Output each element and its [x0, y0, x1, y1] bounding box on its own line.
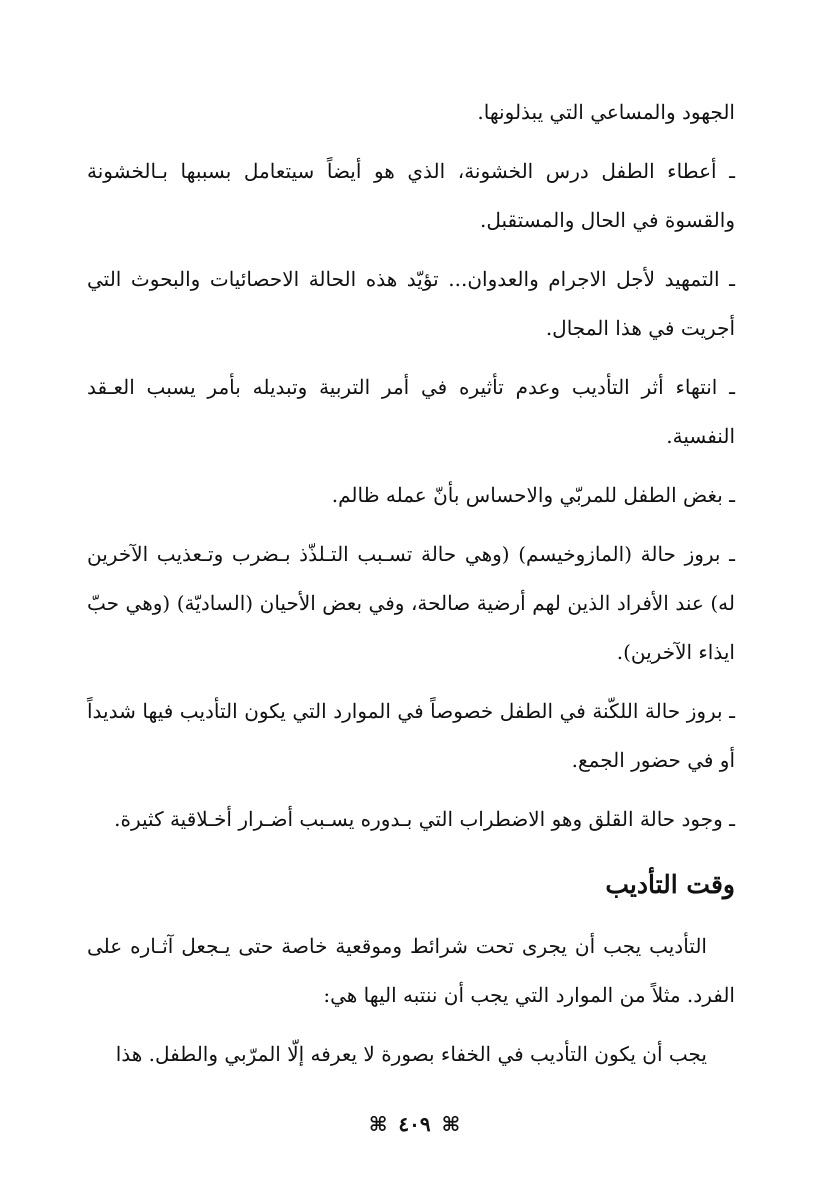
list-item-crime-preparation: ـ التمهيد لأجل الاجرام والعدوان... تؤيّد هذه الحالة الاحصائيات والبحوث التي أجريت في هذا المجال.	[87, 267, 735, 340]
list-item-masochism: ـ بروز حالة (المازوخيسم) (وهي حالة تسـبب التـلذّذ بـضرب وتـعذيب الآخرين له) عند الأفراد الذين لهم أرضية صالحة، وفي بعض الأحيان (الساديّة) (وهي حبّ ايذاء الآخرين).	[87, 542, 735, 664]
list-item-anxiety: ـ وجود حالة القلق وهو الاضطراب التي بـدوره يسـبب أضـرار أخـلاقية كثيرة.	[114, 807, 735, 831]
ornament-icon: ⌘	[368, 1112, 388, 1136]
list-item-roughness-lesson: ـ أعطاء الطفل درس الخشونة، الذي هو أيضاً سيتعامل بسببها بـالخشونة والقسوة في الحال والمستقبل.	[87, 159, 735, 232]
page-number: ٤٠٩	[398, 1112, 431, 1136]
page-footer	[0, 1112, 829, 1136]
list-item-stuttering: ـ بروز حالة اللكّنة في الطفل خصوصاً في الموارد التي يكون التأديب فيها شديداً أو في حضور الجمع.	[87, 699, 735, 772]
page-body	[87, 88, 735, 1089]
section-paragraph-intro: التأديب يجب أن يجرى تحت شرائط وموقعية خاصة حتى يـجعل آثـاره على الفرد. مثلاً من الموارد التي يجب أن ننتبه اليها هي:	[87, 934, 735, 1007]
paragraph-continuation: الجهود والمساعي التي يبذلونها.	[477, 100, 735, 124]
list-item-discipline-ineffective: ـ انتهاء أثر التأديب وعدم تأثيره في أمر التربية وتبديله بأمر يسبب العـقد النفسية.	[87, 375, 735, 448]
list-item-child-hatred: ـ بغض الطفل للمربّي والاحساس بأنّ عمله ظالم.	[331, 483, 735, 507]
section-paragraph-secrecy: يجب أن يكون التأديب في الخفاء بصورة لا يعرفه إلّا المرّبي والطفل. هذا	[115, 1042, 707, 1066]
ornament-icon: ⌘	[441, 1112, 461, 1136]
section-heading: وقت التأديب	[605, 870, 735, 899]
